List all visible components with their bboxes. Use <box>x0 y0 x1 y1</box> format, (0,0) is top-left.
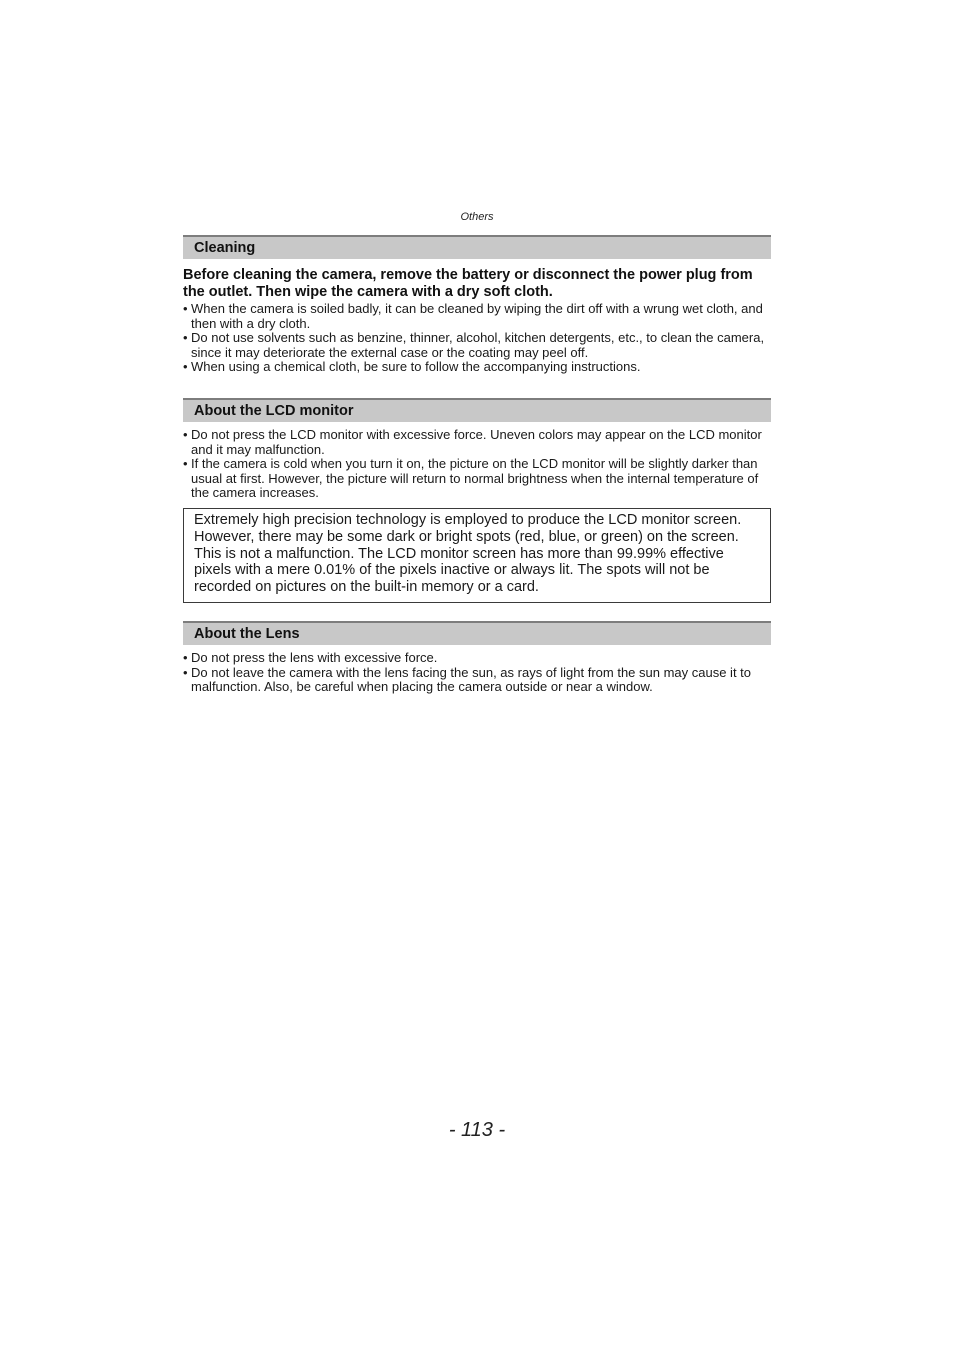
list-item: • Do not press the lens with excessive force. <box>183 651 771 666</box>
list-item: • When using a chemical cloth, be sure to follow the accompanying instructions. <box>183 360 771 375</box>
lens-list <box>183 651 771 695</box>
lcd-list <box>183 428 771 501</box>
cleaning-section <box>183 235 771 375</box>
cleaning-list <box>183 302 771 375</box>
lcd-note-box: Extremely high precision technology is employed to produce the LCD monitor screen. However, there may be some dark or bright spots (red, blue, or green) on the screen. This is not a malfunction. The LCD monitor screen has more than 99.99% effective pixels with a mere 0.01% of the pixels inactive or always lit. The spots will not be recorded on pictures on the built-in memory or a card. <box>183 508 771 603</box>
page-content <box>183 235 771 695</box>
list-item: • If the camera is cold when you turn it on, the picture on the LCD monitor will be slightly darker than usual at first. However, the picture will return to normal brightness when the internal temperature of the camera increases. <box>183 457 771 501</box>
lcd-heading: About the LCD monitor <box>183 398 771 422</box>
running-header: Others <box>460 211 494 223</box>
list-item: • When the camera is soiled badly, it can be cleaned by wiping the dirt off with a wrung wet cloth, and then with a dry cloth. <box>183 302 771 331</box>
cleaning-heading: Cleaning <box>183 235 771 259</box>
list-item: • Do not use solvents such as benzine, thinner, alcohol, kitchen detergents, etc., to clean the camera, since it may deteriorate the external case or the coating may peel off. <box>183 331 771 360</box>
page-number: - 113 - <box>448 1119 506 1141</box>
lens-section <box>183 621 771 695</box>
list-item: • Do not press the LCD monitor with excessive force. Uneven colors may appear on the LCD monitor and it may malfunction. <box>183 428 771 457</box>
lcd-section <box>183 398 771 603</box>
lens-heading: About the Lens <box>183 621 771 645</box>
cleaning-lead-text: Before cleaning the camera, remove the battery or disconnect the power plug from the outlet. Then wipe the camera with a dry soft cloth. <box>183 267 753 300</box>
list-item: • Do not leave the camera with the lens facing the sun, as rays of light from the sun may cause it to malfunction. Also, be careful when placing the camera outside or near a window. <box>183 666 771 695</box>
